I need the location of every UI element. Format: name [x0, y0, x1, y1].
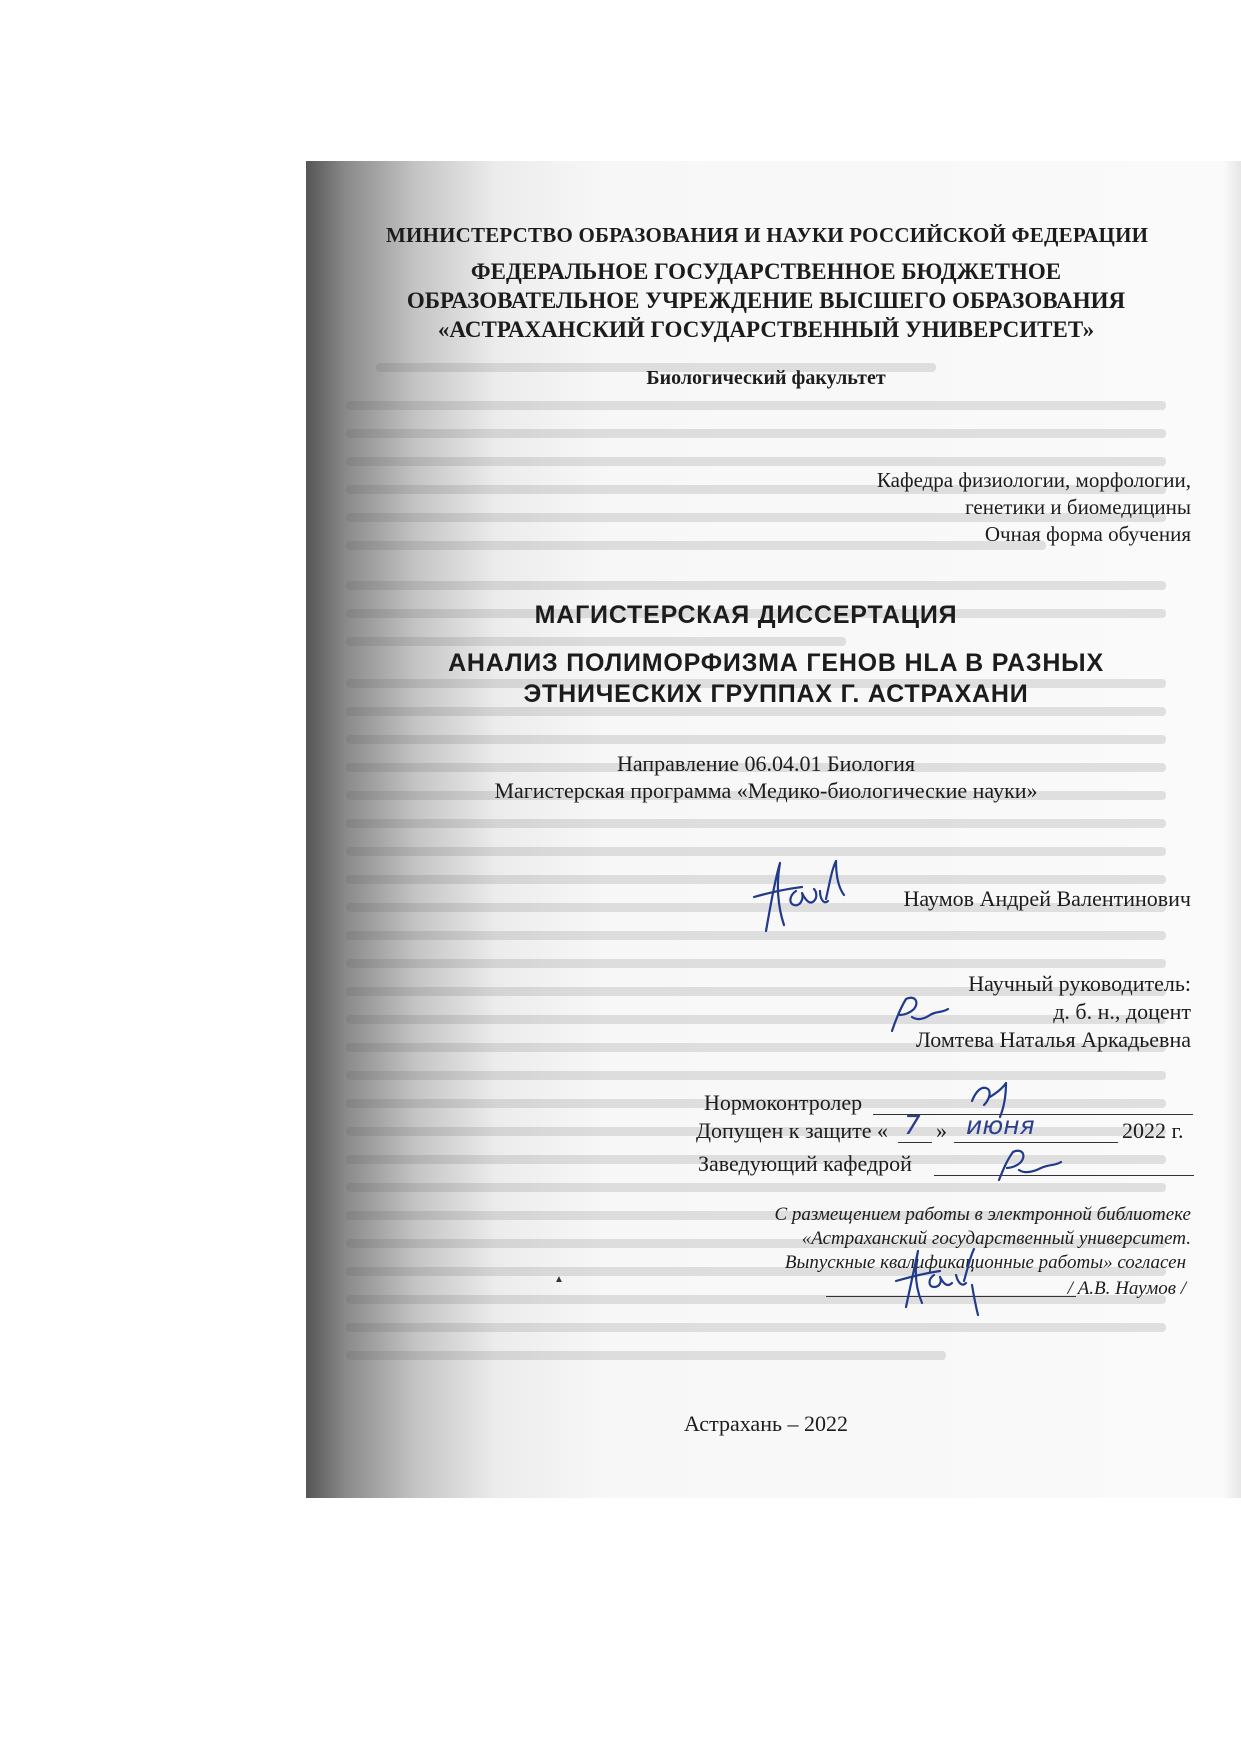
department-line-2: генетики и биомедицины: [965, 495, 1191, 519]
study-direction: Направление 06.04.01 Биология: [616, 751, 916, 776]
head-of-department-label: Заведующий кафедрой: [698, 1151, 912, 1176]
admitted-day: 7: [904, 1111, 921, 1141]
consent-line-2: «Астраханский государственный университет.: [801, 1228, 1191, 1249]
topic-title-line-2: ЭТНИЧЕСКИХ ГРУППАХ Г. АСТРАХАНИ: [523, 680, 1029, 708]
triangle-mark-icon: ▲: [554, 1274, 564, 1285]
city-year: Астрахань – 2022: [683, 1411, 849, 1436]
author-name: Наумов Андрей Валентинович: [903, 886, 1191, 911]
institution-line-1: ФЕДЕРАЛЬНОЕ ГОСУДАРСТВЕННОЕ БЮДЖЕТНОЕ: [470, 259, 1062, 284]
topic-title-line-1: АНАЛИЗ ПОЛИМОРФИЗМА ГЕНОВ HLA В РАЗНЫХ: [448, 649, 1104, 677]
supervisor-degree: д. б. н., доцент: [1053, 999, 1191, 1024]
consent-line-3: Выпускные квалификационные работы» согласен: [784, 1252, 1186, 1273]
department-line-1: Кафедра физиологии, морфологии,: [876, 468, 1191, 492]
admitted-quote: »: [936, 1118, 947, 1143]
faculty-name: Биологический факультет: [646, 367, 886, 389]
institution-line-2: ОБРАЗОВАТЕЛЬНОЕ УЧРЕЖДЕНИЕ ВЫСШЕГО ОБРАЗОВАНИЯ: [406, 288, 1126, 313]
admitted-prefix: Допущен к защите «: [696, 1118, 888, 1143]
institution-line-3: «АСТРАХАНСКИЙ ГОСУДАРСТВЕННЫЙ УНИВЕРСИТЕТ»: [437, 317, 1095, 342]
master-program: Магистерская программа «Медико-биологические науки»: [494, 778, 1038, 803]
admitted-day-line: [898, 1142, 932, 1143]
study-form: Очная форма обучения: [984, 522, 1191, 546]
admitted-year: 2022 г.: [1122, 1118, 1184, 1143]
ministry-heading: МИНИСТЕРСТВО ОБРАЗОВАНИЯ И НАУКИ РОССИЙСКОЙ ФЕДЕРАЦИИ: [386, 223, 1149, 247]
normcontrol-label: Нормоконтролер: [704, 1090, 863, 1115]
consent-signer-name: / А.В. Наумов /: [1067, 1278, 1186, 1299]
consent-line-1: С размещением работы в электронной библиотеке: [774, 1204, 1191, 1225]
scanned-page: [306, 161, 1241, 1498]
admitted-month-line: [954, 1142, 1118, 1143]
document-type-title: МАГИСТЕРСКАЯ ДИССЕРТАЦИЯ: [534, 601, 958, 629]
head-signature-icon: [991, 1146, 1066, 1186]
supervisor-label: Научный руководитель:: [968, 971, 1191, 996]
admitted-month: июня: [966, 1111, 1035, 1140]
supervisor-name: Ломтева Наталья Аркадьевна: [915, 1027, 1191, 1052]
